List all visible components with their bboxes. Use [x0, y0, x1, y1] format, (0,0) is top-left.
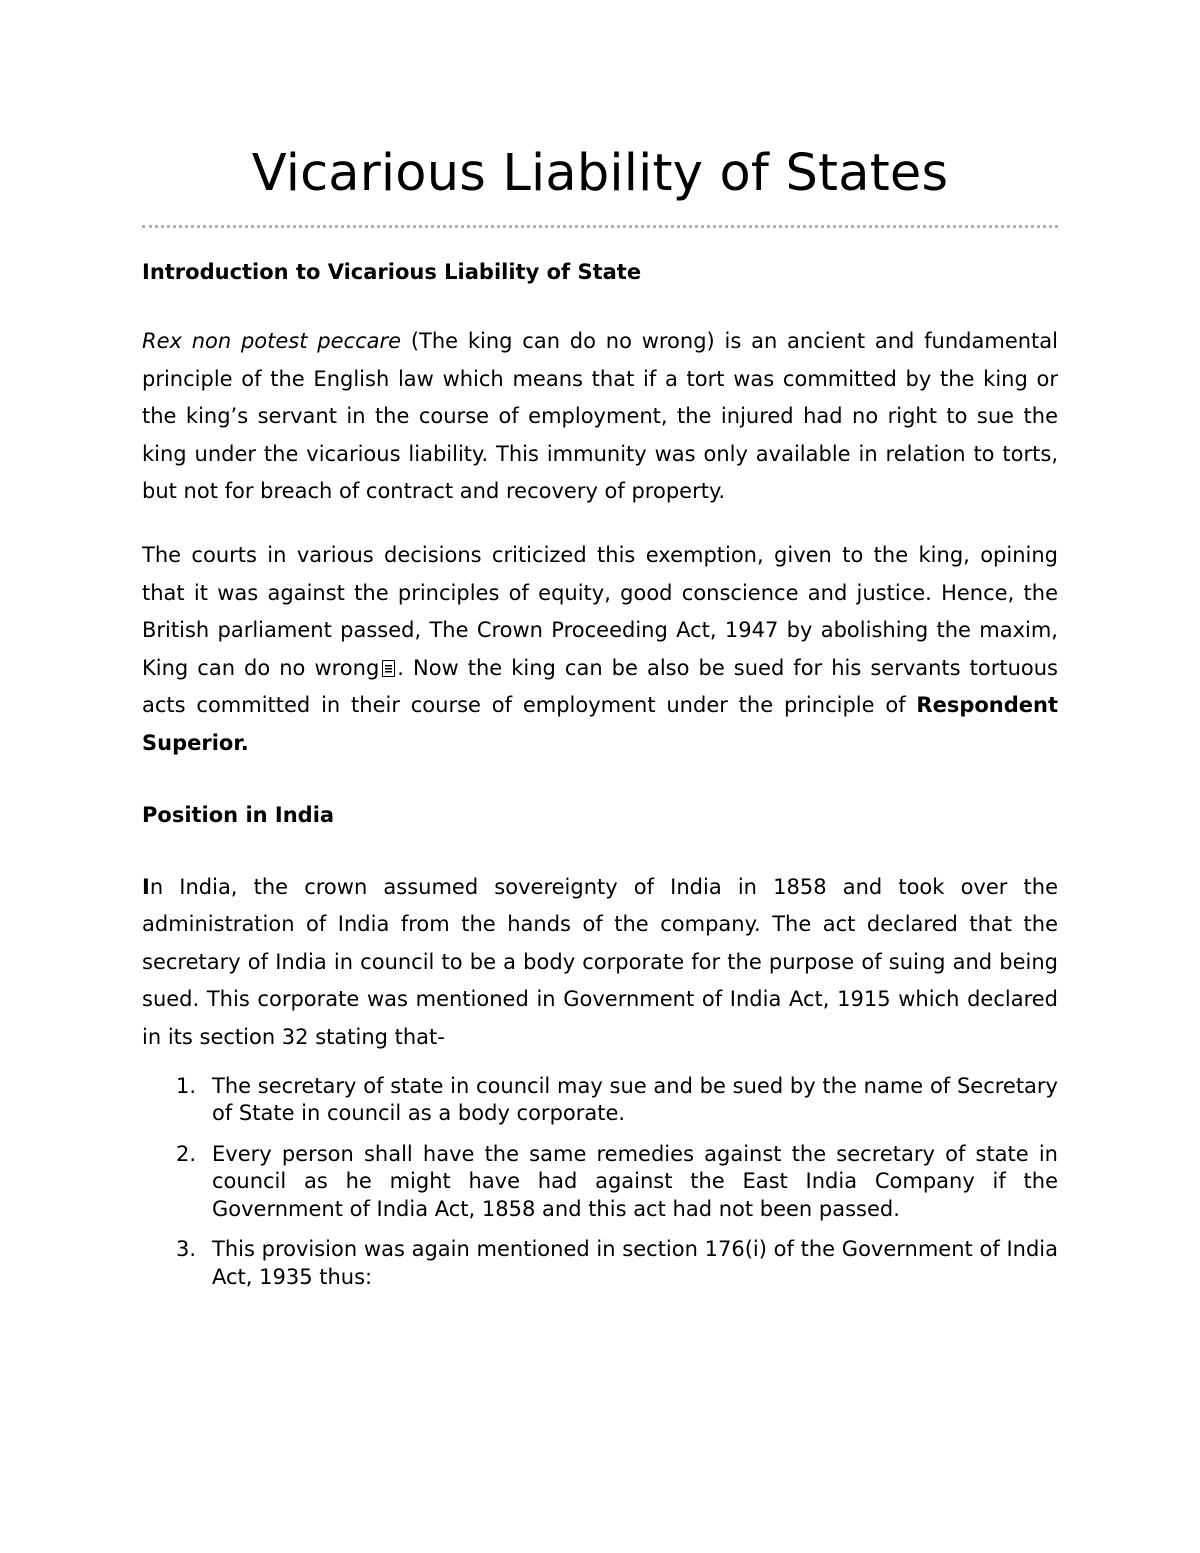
paragraph-crown-text-2: . Now the king can be also be sued for his servants tortuous acts committed in their course of employment under the principle of [142, 655, 1059, 718]
list-item [142, 1073, 1058, 1128]
paragraph-india [142, 869, 1058, 1057]
list-item [142, 1236, 1058, 1291]
list-item-text: Every person shall have the same remedies against the secretary of state in council as he might have had against the East India Company if the Government of India Act, 1858 and this act had not been passed. [212, 1141, 1058, 1221]
list-item-text: This provision was again mentioned in section 176(i) of the Government of India Act, 1935 thus: [212, 1237, 1058, 1289]
paragraph-india-text: n India, the crown assumed sovereignty of India in 1858 and took over the administration of India from the hands of the company. The act declared that the secretary of India in council to be a body corporate for the purpose of suing and being sued. This corporate was mentioned in Government of India Act, 1915 which declared in its section 32 stating that- [142, 874, 1058, 1049]
paragraph-introduction-text: (The king can do no wrong) is an ancient and fundamental principle of the English law which means that if a tort was committed by the king or the king’s servant in the course of employment, the injured had no right to sue the king under the vicarious liability. This immunity was only available in relation to torts, but not for breach of contract and recovery of property. [142, 329, 1058, 504]
section-heading-india: Position in India [142, 802, 335, 827]
list-item-number: 2. [176, 1141, 197, 1166]
latin-maxim: Rex non potest peccare [142, 329, 402, 353]
title-divider [142, 225, 1058, 228]
paragraph-introduction [142, 323, 1058, 511]
document-page [142, 0, 1058, 1304]
document-icon [382, 660, 395, 677]
numbered-list [142, 1073, 1058, 1292]
list-item-number: 3. [176, 1237, 197, 1261]
document-title: Vicarious Liability of States [251, 144, 949, 203]
list-item-text: The secretary of state in council may sue and be sued by the name of Secretary of State in council as a body corporate. [212, 1073, 1058, 1125]
paragraph-crown-text-1: The courts in various decisions criticized this exemption, given to the king, opining that it was against the principles of equity, good conscience and justice. Hence, the British parliament passed, The Crown Proceeding Act, 1947 by abolishing the maxim, King can do no wrong [142, 542, 1058, 680]
paragraph-india-initial: I [142, 874, 150, 899]
list-item-number: 1. [176, 1073, 197, 1098]
section-heading-introduction: Introduction to Vicarious Liability of State [142, 260, 642, 284]
list-item [142, 1141, 1058, 1224]
respondent-superior-term: Respondent Superior. [142, 693, 1058, 755]
paragraph-crown-proceeding [142, 537, 1058, 763]
